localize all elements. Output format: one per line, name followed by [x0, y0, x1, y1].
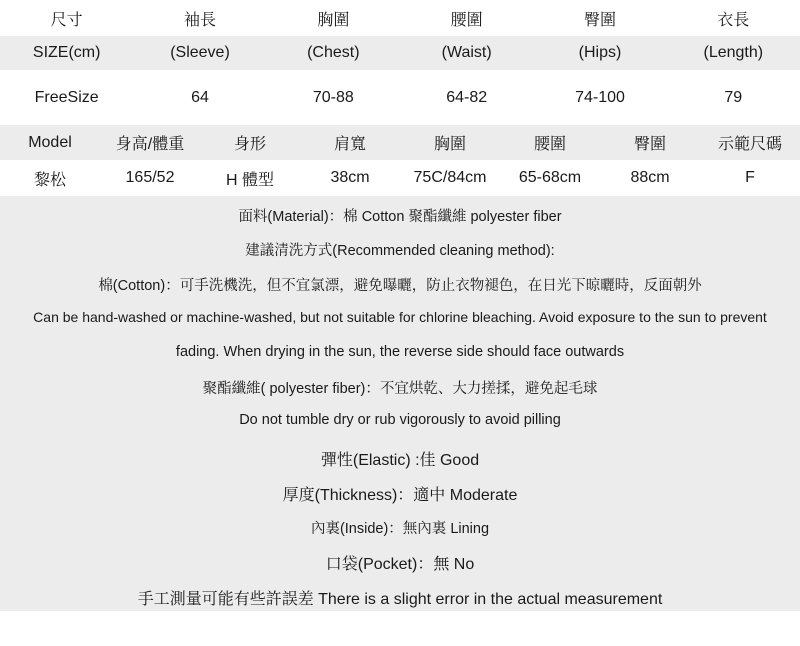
model-values-row [0, 160, 800, 196]
model-value-waist: 65-68cm [518, 169, 582, 186]
model-value-body-type: H 體型 [225, 171, 274, 189]
size-header-hips-en: (Hips) [578, 44, 622, 61]
model-value-shoulder: 38cm [330, 169, 370, 186]
model-value-chest: 75C/84cm [413, 169, 487, 186]
size-header-length-en: (Length) [703, 44, 764, 61]
cotton-care-zh: 棉(Cotton)：可手洗機洗，但不宜氯漂，避免曝曬，防止衣物褪色，在日光下晾曬時，反面朝外 [98, 278, 702, 294]
model-header-waist: 腰圍 [533, 136, 566, 153]
model-header-row [0, 125, 800, 160]
model-value-sample-size: F [745, 169, 755, 186]
size-header-en-row [0, 36, 800, 70]
size-header-length-zh: 衣長 [717, 11, 750, 29]
care-info-block [0, 196, 800, 611]
model-header-body-type: 身形 [233, 136, 266, 153]
size-header-sleeve-zh: 袖長 [183, 11, 216, 29]
size-row-freesize [0, 70, 800, 125]
size-header-hips-zh: 臀圍 [583, 11, 616, 29]
measurement-error-note: 手工測量可能有些許誤差 There is a slight error in the actual measurement [137, 591, 663, 608]
model-value-height-weight: 165/52 [125, 169, 175, 186]
model-header-hips: 臀圍 [633, 136, 666, 153]
size-header-sleeve-en: (Sleeve) [170, 44, 230, 61]
size-header-chest-en: (Chest) [307, 44, 360, 61]
cotton-care-en-1: Can be hand-washed or machine-washed, but not suitable for chlorine bleaching. Avoid exposure to the sun to prevent [33, 309, 767, 325]
size-header-chest-zh: 胸圍 [317, 11, 350, 29]
model-value-hips: 88cm [630, 169, 670, 186]
polyester-care-en: Do not tumble dry or rub vigorously to avoid pilling [239, 412, 561, 428]
elastic-line: 彈性(Elastic) :佳 Good [320, 452, 480, 469]
material-line: 面料(Material)：棉 Cotton 聚酯纖維 polyester fiber [238, 209, 562, 225]
size-value-hips: 74-100 [575, 88, 625, 106]
polyester-care-zh: 聚酯纖維( polyester fiber)：不宜烘乾、大力搓揉，避免起毛球 [202, 381, 598, 397]
cleaning-title: 建議清洗方式(Recommended cleaning method): [245, 243, 555, 259]
model-value-name: 黎松 [33, 171, 66, 189]
size-header-size-zh: 尺寸 [50, 11, 83, 29]
model-header-shoulder: 肩寬 [333, 136, 366, 153]
size-header-size-en: SIZE(cm) [32, 44, 101, 61]
inside-line: 內裏(Inside)：無內裏 Lining [310, 521, 490, 537]
model-header-sample-size: 示範尺碼 [717, 136, 782, 153]
cotton-care-en-2: fading. When drying in the sun, the reverse side should face outwards [175, 344, 625, 360]
size-header-waist-zh: 腰圍 [450, 11, 483, 29]
model-header-chest: 胸圍 [433, 136, 466, 153]
size-table [0, 0, 800, 125]
pocket-line: 口袋(Pocket)：無 No [325, 556, 475, 573]
size-value-sleeve: 64 [191, 88, 209, 106]
thickness-line: 厚度(Thickness)：適中 Moderate [282, 487, 518, 504]
size-value-length: 79 [724, 88, 743, 106]
model-header-model: Model [28, 133, 72, 151]
size-value-size: FreeSize [34, 88, 99, 106]
size-header-waist-en: (Waist) [441, 44, 492, 61]
size-value-chest: 70-88 [312, 88, 354, 106]
size-header-zh-row [0, 0, 800, 36]
size-value-waist: 64-82 [446, 88, 488, 106]
model-table [0, 125, 800, 196]
model-header-height-weight: 身高/體重 [115, 136, 185, 153]
